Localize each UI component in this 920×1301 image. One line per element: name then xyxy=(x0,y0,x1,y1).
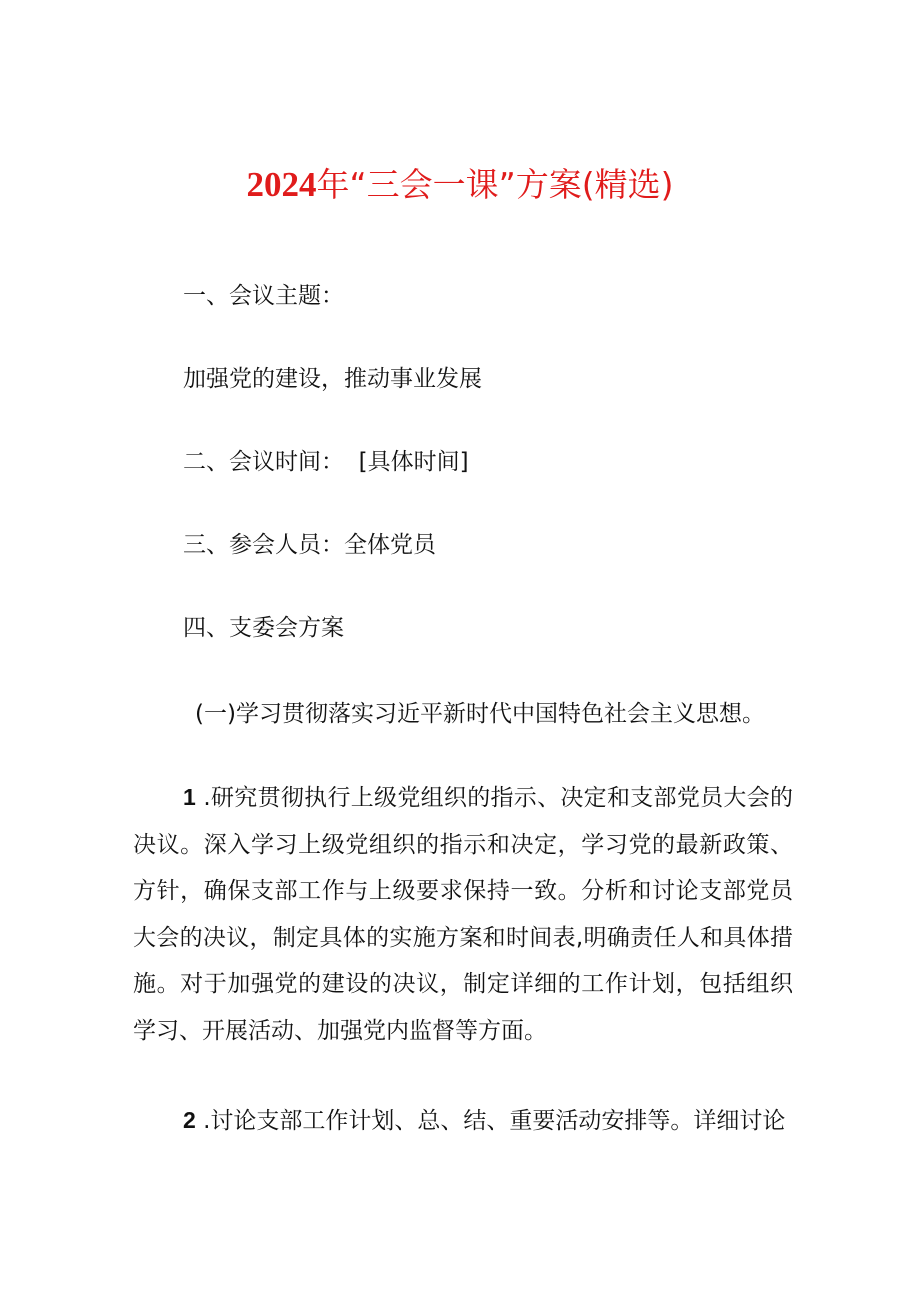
section-attendees: 三、参会人员：全体党员 xyxy=(183,532,436,558)
item-1-text: .研究贯彻执行上级党组织的指示、决定和支部党员大会的决议。深入学习上级党组织的指示和决定，学习党的最新政策、方针，确保支部工作与上级要求保持一致。分析和讨论支部党员大会的决议，制定具体的实施方案和时间表,明确责任人和具体措施。对于加强党的建设的决议，制定详细的工作计划，包括组织学习、开展活动、加强党内监督等方面。 xyxy=(133,785,793,1044)
section-meeting-time: 二、会议时间： [具体时间] xyxy=(183,449,469,475)
item-2-number: 2 xyxy=(183,1107,196,1133)
section-heading-theme: 一、会议主题： xyxy=(183,283,344,309)
subsection-heading-study: (一)学习贯彻落实习近平新时代中国特色社会主义思想。 xyxy=(195,701,765,727)
item-1-number: 1 xyxy=(183,784,196,810)
title-year: 2024 xyxy=(246,165,317,204)
document-title xyxy=(0,160,920,210)
section-heading-committee-plan: 四、支委会方案 xyxy=(183,615,344,641)
title-text: 年“三会一课”方案(精选) xyxy=(316,165,674,204)
theme-text: 加强党的建设，推动事业发展 xyxy=(183,366,482,392)
paragraph-item-2 xyxy=(133,1097,793,1145)
item-2-text: .讨论支部工作计划、总、结、重要活动安排等。详细讨论 xyxy=(195,1108,786,1134)
paragraph-item-1 xyxy=(133,774,793,1054)
